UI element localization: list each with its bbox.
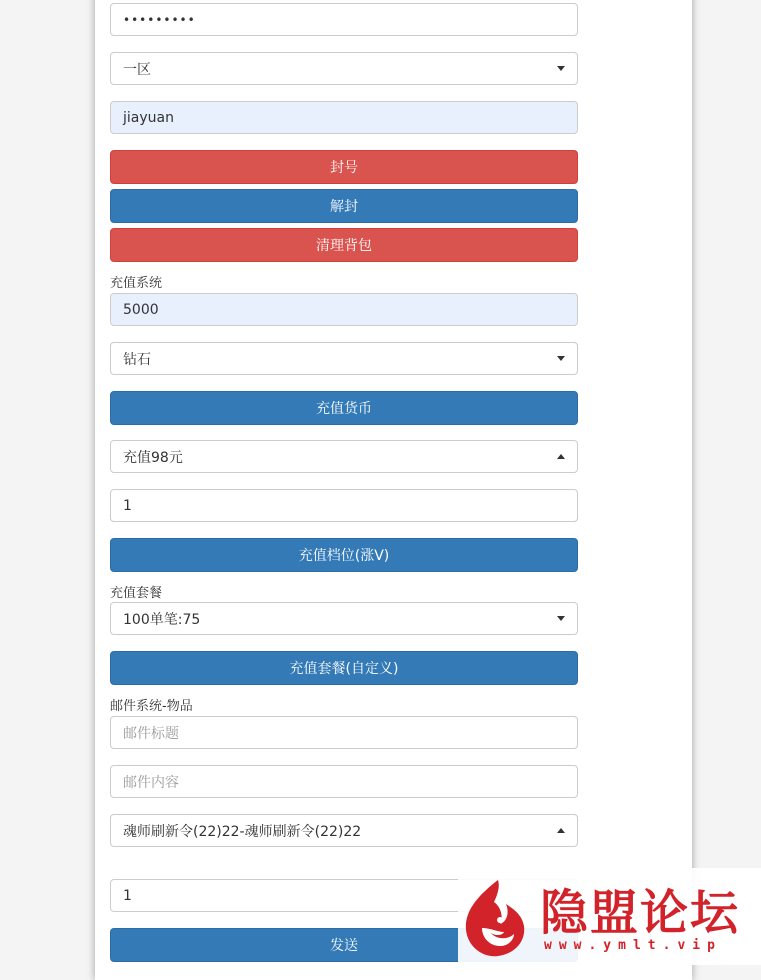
chevron-up-icon — [557, 454, 565, 459]
recharge-tier-button[interactable]: 充值档位(涨V) — [110, 538, 578, 572]
package-selected-value: 100单笔:75 — [123, 611, 201, 628]
username-value: jiayuan — [123, 109, 174, 126]
mail-item-select[interactable] — [110, 814, 578, 847]
chevron-up-icon — [557, 828, 565, 833]
currency-select[interactable] — [110, 342, 578, 375]
watermark — [458, 868, 761, 965]
recharge-currency-button[interactable]: 充值货币 — [110, 391, 578, 425]
chevron-down-icon — [557, 616, 565, 621]
tier-quantity-field[interactable] — [110, 489, 578, 522]
ban-button[interactable]: 封号 — [110, 150, 578, 184]
server-select[interactable] — [110, 52, 578, 85]
mail-title-field[interactable] — [110, 716, 578, 749]
password-field[interactable] — [110, 3, 578, 36]
mail-item-selected-value: 魂师刷新令(22)22-魂师刷新令(22)22 — [123, 823, 362, 840]
chevron-down-icon — [557, 356, 565, 361]
mail-title-placeholder: 邮件标题 — [123, 725, 179, 742]
username-field[interactable] — [110, 101, 578, 134]
watermark-url: www.ymlt.vip — [544, 938, 722, 953]
currency-selected-value: 钻石 — [123, 351, 151, 368]
tier-select[interactable] — [110, 440, 578, 473]
send-button[interactable]: 发送 — [110, 928, 578, 962]
mail-content-field[interactable] — [110, 765, 578, 798]
mail-content-placeholder: 邮件内容 — [123, 774, 179, 791]
mail-quantity-value: 1 — [123, 887, 132, 904]
package-select[interactable] — [110, 602, 578, 635]
unban-button[interactable]: 解封 — [110, 189, 578, 223]
tier-quantity-value: 1 — [123, 497, 132, 514]
clear-bag-button[interactable]: 清理背包 — [110, 228, 578, 262]
recharge-package-button[interactable]: 充值套餐(自定义) — [110, 651, 578, 685]
recharge-amount-field[interactable] — [110, 293, 578, 326]
chevron-down-icon — [557, 66, 565, 71]
recharge-section-label: 充值系统 — [110, 276, 163, 291]
mail-section-label: 邮件系统-物品 — [110, 699, 193, 714]
server-selected-value: 一区 — [123, 61, 151, 78]
password-value: ••••••••• — [123, 12, 196, 27]
flame-logo-icon — [460, 876, 530, 960]
package-section-label: 充值套餐 — [110, 586, 163, 601]
recharge-amount-value: 5000 — [123, 301, 159, 318]
watermark-brand: 隐盟论坛 — [540, 885, 741, 941]
tier-selected-value: 充值98元 — [123, 449, 183, 466]
